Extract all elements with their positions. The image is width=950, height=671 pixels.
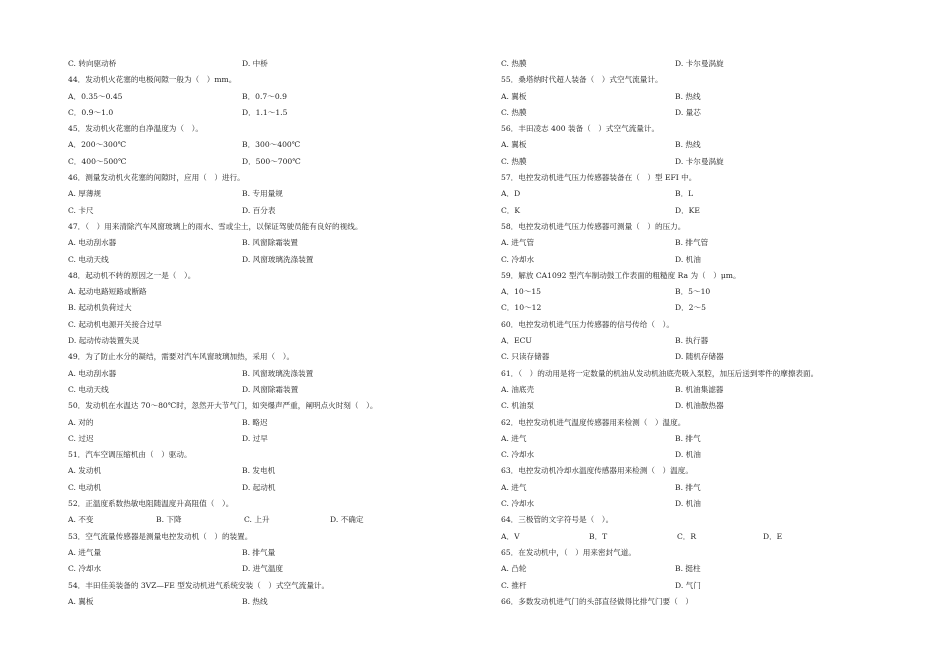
option-b: B．300～400℃ xyxy=(242,140,301,150)
option-b: B. 挺柱 xyxy=(675,564,701,574)
option-a: A. 进气 xyxy=(501,482,527,492)
option-b: D. 起动机 xyxy=(242,482,276,492)
question-line xyxy=(68,333,468,349)
option-a: C. 热膜 xyxy=(501,156,527,166)
question-line xyxy=(68,72,468,88)
question-text: 56．丰田凌志 400 装备（ ）式空气流量计。 xyxy=(501,124,660,134)
question-text: 49．为了防止水分的凝结，需要对汽车风窗玻璃加热，采用（ ）。 xyxy=(68,352,295,362)
option-b: D. 机油 xyxy=(675,450,701,460)
options-line xyxy=(68,480,468,496)
option-a: C．0.9～1.0 xyxy=(68,107,114,117)
options-line xyxy=(501,561,901,577)
option-a: C. 电动天线 xyxy=(68,384,109,394)
options-line xyxy=(501,154,901,170)
options-line xyxy=(68,137,468,153)
option-a: A. 进气量 xyxy=(68,547,102,557)
option-b: B. 风窗玻璃洗涤装置 xyxy=(242,368,314,378)
option-a: C. 热膜 xyxy=(501,59,527,68)
option-b: B. 排气 xyxy=(675,433,701,443)
question-line xyxy=(501,121,901,137)
option-a: A. 凸轮 xyxy=(501,564,527,574)
option-c: C. 上升 xyxy=(244,515,270,525)
option-a: C. 转向驱动桥 xyxy=(68,59,117,68)
options-line xyxy=(501,398,901,414)
option-a: C. 机油泵 xyxy=(501,401,535,411)
option-a: A. 电动刮水器 xyxy=(68,368,117,378)
options-line xyxy=(68,203,468,219)
question-text: 45．发动机火花塞的自净温度为（ ）。 xyxy=(68,124,203,134)
option-b: B．T xyxy=(589,531,608,541)
options-line xyxy=(501,137,901,153)
options-line xyxy=(68,512,468,528)
option-b: D. 中桥 xyxy=(242,59,268,68)
option-b: B. 下降 xyxy=(156,515,182,525)
question-text: 52．正温度系数热敏电阻随温度升高阻值（ ）。 xyxy=(68,499,234,509)
question-line xyxy=(501,219,901,235)
option-b: D. 卡尔曼涡旋 xyxy=(675,156,724,166)
option-a: C. 冷却水 xyxy=(501,450,535,460)
options-line xyxy=(501,203,901,219)
option-a: C. 冷却水 xyxy=(68,564,102,574)
question-text: 47．（ ）用来清除汽车风窗玻璃上的雨水、雪或尘土，以保证驾驶员能有良好的视线。 xyxy=(68,221,363,231)
option-a: A. 翼板 xyxy=(501,91,527,101)
option-a: A．ECU xyxy=(501,336,532,346)
option-b: B. 发电机 xyxy=(242,466,276,476)
option-a: C. 电动天线 xyxy=(68,254,109,264)
option-c: C．R xyxy=(677,531,697,541)
question-text: 59．解放 CA1092 型汽车制动鼓工作表面的粗糙度 Ra 为（ ）μm。 xyxy=(501,270,741,280)
question-text: 65．在发动机中，（ ）用来密封气道。 xyxy=(501,547,636,557)
options-line xyxy=(501,382,901,398)
options-line xyxy=(501,480,901,496)
option-a: A. 厚薄规 xyxy=(68,189,102,199)
options-line xyxy=(501,529,901,545)
question-line xyxy=(68,578,468,594)
question-text: 55．桑塔纳时代超人装备（ ）式空气流量计。 xyxy=(501,75,663,85)
options-line xyxy=(501,349,901,365)
options-line xyxy=(501,333,901,349)
option-b: D. 量芯 xyxy=(675,107,701,117)
options-line xyxy=(68,252,468,268)
question-line xyxy=(501,463,901,479)
option-a: A. 不变 xyxy=(68,515,94,525)
option-b: D. 过早 xyxy=(242,433,268,443)
question-line xyxy=(68,300,468,316)
question-line xyxy=(501,545,901,561)
question-line xyxy=(68,284,468,300)
options-line xyxy=(501,89,901,105)
question-text: 63．电控发动机冷却水温度传感器用来检测（ ）温度。 xyxy=(501,466,693,476)
question-line xyxy=(68,268,468,284)
option-a: C．K xyxy=(501,205,521,215)
option-a: A. 电动刮水器 xyxy=(68,238,117,248)
question-text: 48．起动机不转的原因之一是（ ）。 xyxy=(68,270,196,280)
options-line xyxy=(68,89,468,105)
question-line xyxy=(68,447,468,463)
question-line xyxy=(68,219,468,235)
question-text: A. 起动电路短路或断路 xyxy=(68,287,147,297)
option-a: A. 油底壳 xyxy=(501,384,535,394)
question-text: B. 起动机负荷过大 xyxy=(68,303,132,313)
options-line xyxy=(68,463,468,479)
option-b: D．1.1～1.5 xyxy=(242,107,288,117)
options-line xyxy=(68,382,468,398)
question-text: 54．丰田佳美装备的 3VZ—FE 型发动机进气系统安装（ ）式空气流量计。 xyxy=(68,580,330,590)
option-a: A．D xyxy=(501,189,521,199)
option-b: B. 排气 xyxy=(675,482,701,492)
option-a: A．V xyxy=(501,531,520,541)
option-b: B. 略迟 xyxy=(242,417,268,427)
option-a: C. 冷却水 xyxy=(501,254,535,264)
options-line xyxy=(501,56,901,72)
option-b: D. 风窗除霜装置 xyxy=(242,384,299,394)
option-b: B. 机油集滤器 xyxy=(675,384,724,394)
options-line xyxy=(501,284,901,300)
option-b: B. 热线 xyxy=(242,596,268,606)
options-line xyxy=(501,235,901,251)
question-text: 53．空气流量传感器是测量电控发动机（ ）的装置。 xyxy=(68,531,253,541)
options-line xyxy=(68,56,468,72)
question-line xyxy=(501,72,901,88)
option-a: A．200～300℃ xyxy=(68,140,127,150)
question-text: 44．发动机火花塞的电极间隙一般为（ ）mm。 xyxy=(68,75,237,85)
options-line xyxy=(68,415,468,431)
question-text: 64．三极管的文字符号是（ ）。 xyxy=(501,515,614,525)
options-line xyxy=(68,154,468,170)
question-line xyxy=(68,349,468,365)
question-line xyxy=(68,529,468,545)
question-text: D. 起动传动装置失灵 xyxy=(68,336,140,346)
options-line xyxy=(68,594,468,610)
options-line xyxy=(68,235,468,251)
option-a: C. 过迟 xyxy=(68,433,94,443)
option-b: D．KE xyxy=(675,205,700,215)
question-text: 58．电控发动机进气压力传感器可测量（ ）的压力。 xyxy=(501,221,686,231)
question-text: 51．汽车空调压缩机由（ ）驱动。 xyxy=(68,450,192,460)
option-b: B. 热线 xyxy=(675,140,701,150)
option-b: D. 卡尔曼涡旋 xyxy=(675,59,724,68)
option-b: B．L xyxy=(675,189,694,199)
options-line xyxy=(501,578,901,594)
option-b: D. 随机存储器 xyxy=(675,352,724,362)
option-b: B. 排气量 xyxy=(242,547,276,557)
option-a: A. 进气管 xyxy=(501,238,535,248)
question-line xyxy=(501,415,901,431)
question-text: 50．发动机在水温达 70～80℃时，忽然开大节气门，如突爆声严重，阐明点火时刻（ ）。 xyxy=(68,401,378,411)
option-a: C．400～500℃ xyxy=(68,156,127,166)
options-line xyxy=(501,431,901,447)
question-line xyxy=(68,398,468,414)
option-a: A. 发动机 xyxy=(68,466,102,476)
options-line xyxy=(68,105,468,121)
option-a: C. 卡尺 xyxy=(68,205,94,215)
option-b: D. 进气温度 xyxy=(242,564,284,574)
question-line xyxy=(68,496,468,512)
options-line xyxy=(68,186,468,202)
options-line xyxy=(68,561,468,577)
option-b: B. 执行器 xyxy=(675,336,709,346)
option-a: C. 热膜 xyxy=(501,107,527,117)
question-text: 46．测量发动机火花塞的间隙时，应用（ ）进行。 xyxy=(68,173,245,183)
question-text: 66．多数发动机进气门的头部直径做得比排气门要（ ） xyxy=(501,596,693,606)
option-b: B．0.7～0.9 xyxy=(242,91,287,101)
question-line xyxy=(68,121,468,137)
options-line xyxy=(68,431,468,447)
option-b: D．2～5 xyxy=(675,303,706,313)
option-b: D．500～700℃ xyxy=(242,156,301,166)
right-column xyxy=(501,56,901,610)
option-b: D. 气门 xyxy=(675,580,701,590)
option-b: B. 热线 xyxy=(675,91,701,101)
question-text: 61．（ ）的动用是将一定数量的机油从发动机油底壳吸入泵腔，加压后送到零件的摩擦表面。 xyxy=(501,368,819,378)
question-line xyxy=(501,366,901,382)
options-line xyxy=(68,545,468,561)
option-b: B．5～10 xyxy=(675,287,711,297)
option-a: C. 推杆 xyxy=(501,580,527,590)
options-line xyxy=(501,300,901,316)
options-line xyxy=(68,366,468,382)
option-a: A. 翼板 xyxy=(68,596,94,606)
option-b: D. 机油散热器 xyxy=(675,401,724,411)
options-line xyxy=(501,186,901,202)
question-text: 62．电控发动机进气温度传感器用来检测（ ）温度。 xyxy=(501,417,686,427)
option-a: A. 对的 xyxy=(68,417,94,427)
option-a: C. 只读存储器 xyxy=(501,352,550,362)
options-line xyxy=(501,252,901,268)
question-line xyxy=(68,170,468,186)
question-text: 60．电控发动机进气压力传感器的信号传给（ ）。 xyxy=(501,319,674,329)
option-b: D. 百分表 xyxy=(242,205,276,215)
options-line xyxy=(501,496,901,512)
option-a: C. 冷却水 xyxy=(501,499,535,509)
option-a: C．10～12 xyxy=(501,303,542,313)
option-b: B. 风窗除霜装置 xyxy=(242,238,298,248)
question-line xyxy=(501,594,901,610)
question-line xyxy=(501,317,901,333)
option-b: B. 排气管 xyxy=(675,238,709,248)
options-line xyxy=(501,447,901,463)
option-b: B. 专用量规 xyxy=(242,189,283,199)
option-d: D．E xyxy=(763,531,783,541)
option-b: D. 机油 xyxy=(675,254,701,264)
question-line xyxy=(501,512,901,528)
option-b: D. 风窗玻璃洗涤装置 xyxy=(242,254,314,264)
question-line xyxy=(501,268,901,284)
option-a: A．0.35～0.45 xyxy=(68,91,123,101)
question-text: 57．电控发动机进气压力传感器装备在（ ）型 EFI 中。 xyxy=(501,173,697,183)
option-a: A．10～15 xyxy=(501,287,541,297)
option-a: A. 翼板 xyxy=(501,140,527,150)
options-line xyxy=(501,105,901,121)
option-a: C. 电动机 xyxy=(68,482,102,492)
option-d: D. 不确定 xyxy=(330,515,364,525)
option-b: D. 机油 xyxy=(675,499,701,509)
left-column xyxy=(68,56,468,610)
question-line xyxy=(68,317,468,333)
option-a: A. 进气 xyxy=(501,433,527,443)
question-line xyxy=(501,170,901,186)
question-text: C. 起动机电源开关接合过早 xyxy=(68,319,162,329)
